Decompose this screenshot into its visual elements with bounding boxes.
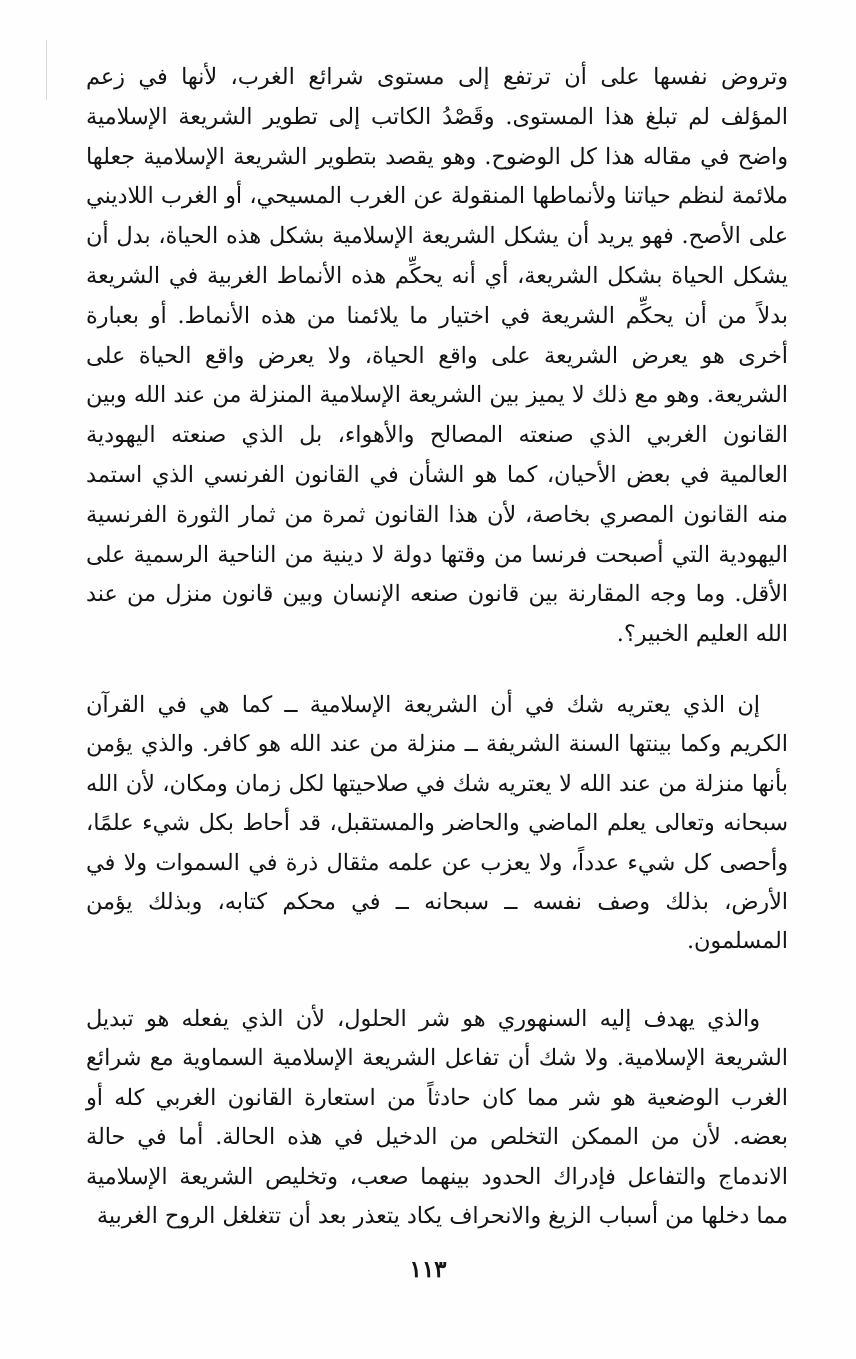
paragraph-1: وتروض نفسها على أن ترتفع إلى مستوى شرائع الغرب، لأنها في زعم المؤلف لم تبلغ هذا المستوى. وقَصْدُ الكاتب إلى تطوير الشريعة الإسلامية واضح في مقاله هذا كل الوضوح. وهو يقصد بتطوير الشريعة الإسلامية جعلها ملائمة لنظم حياتنا ولأنماطها المنقولة عن الغرب المسيحي، أو الغرب اللاديني على الأصح. فهو يريد أن يشكل الشريعة الإسلامية بشكل هذه الحياة، بدل أن يشكل الحياة بشكل الشريعة، أي أنه يحكِّم هذه الأنماط الغربية في الشريعة بدلاً من أن يحكِّم الشريعة في اختيار ما يلائمنا من هذه الأنماط. أو بعبارة أخرى هو يعرض الشريعة على واقع الحياة، ولا يعرض واقع الحياة على الشريعة. وهو مع ذلك لا يميز بين الشريعة الإسلامية المنزلة من عند الله وبين القانون الغربي الذي صنعته المصالح والأهواء، بل الذي صنعته اليهودية العالمية في بعض الأحيان، كما هو الشأن في القانون الفرنسي الذي استمد منه القانون المصري بخاصة، لأن هذا القانون ثمرة من ثمار الثورة الفرنسية اليهودية التي أصبحت فرنسا من وقتها دولة لا دينية من الناحية الرسمية على الأقل. وما وجه المقارنة بين قانون صنعه الإنسان وبين قانون منزل من عند الله العليم الخبير؟. (86, 64, 788, 648)
page-number: ١١٣ (409, 1256, 447, 1283)
margin-mark (46, 40, 47, 100)
paragraph-3: والذي يهدف إليه السنهوري هو شر الحلول، لأن الذي يفعله هو تبديل الشريعة الإسلامية. ولا شك أن تفاعل الشريعة الإسلامية السماوية مع شرائع الغرب الوضعية هو شر مما كان حادثاً من استعارة القانون الغربي كله أو بعضه. لأن من الممكن التخلص من الدخيل في هذه الحالة. أما في حالة الاندماج والتفاعل فإدراك الحدود بينهما صعب، وتخليص الشريعة الإسلامية مما دخلها من أسباب الزيغ والانحراف يكاد يتعذر بعد أن تتغلغل الروح الغربية (86, 1006, 788, 1230)
paragraph-2: إن الذي يعتريه شك في أن الشريعة الإسلامية ــ كما هي في القرآن الكريم وكما بينتها السنة الشريفة ــ منزلة من عند الله هو كافر. والذي يؤمن بأنها منزلة من عند الله لا يعتريه شك في صلاحيتها لكل زمان ومكان، لأن الله سبحانه وتعالى يعلم الماضي والحاضر والمستقبل، قد أحاط بكل شيء علمًا، وأحصى كل شيء عدداً، ولا يعزب عن علمه مثقال ذرة في السموات ولا في الأرض، بذلك وصف نفسه ــ سبحانه ــ في محكم كتابه، وبذلك يؤمن المسلمون. (86, 692, 788, 955)
